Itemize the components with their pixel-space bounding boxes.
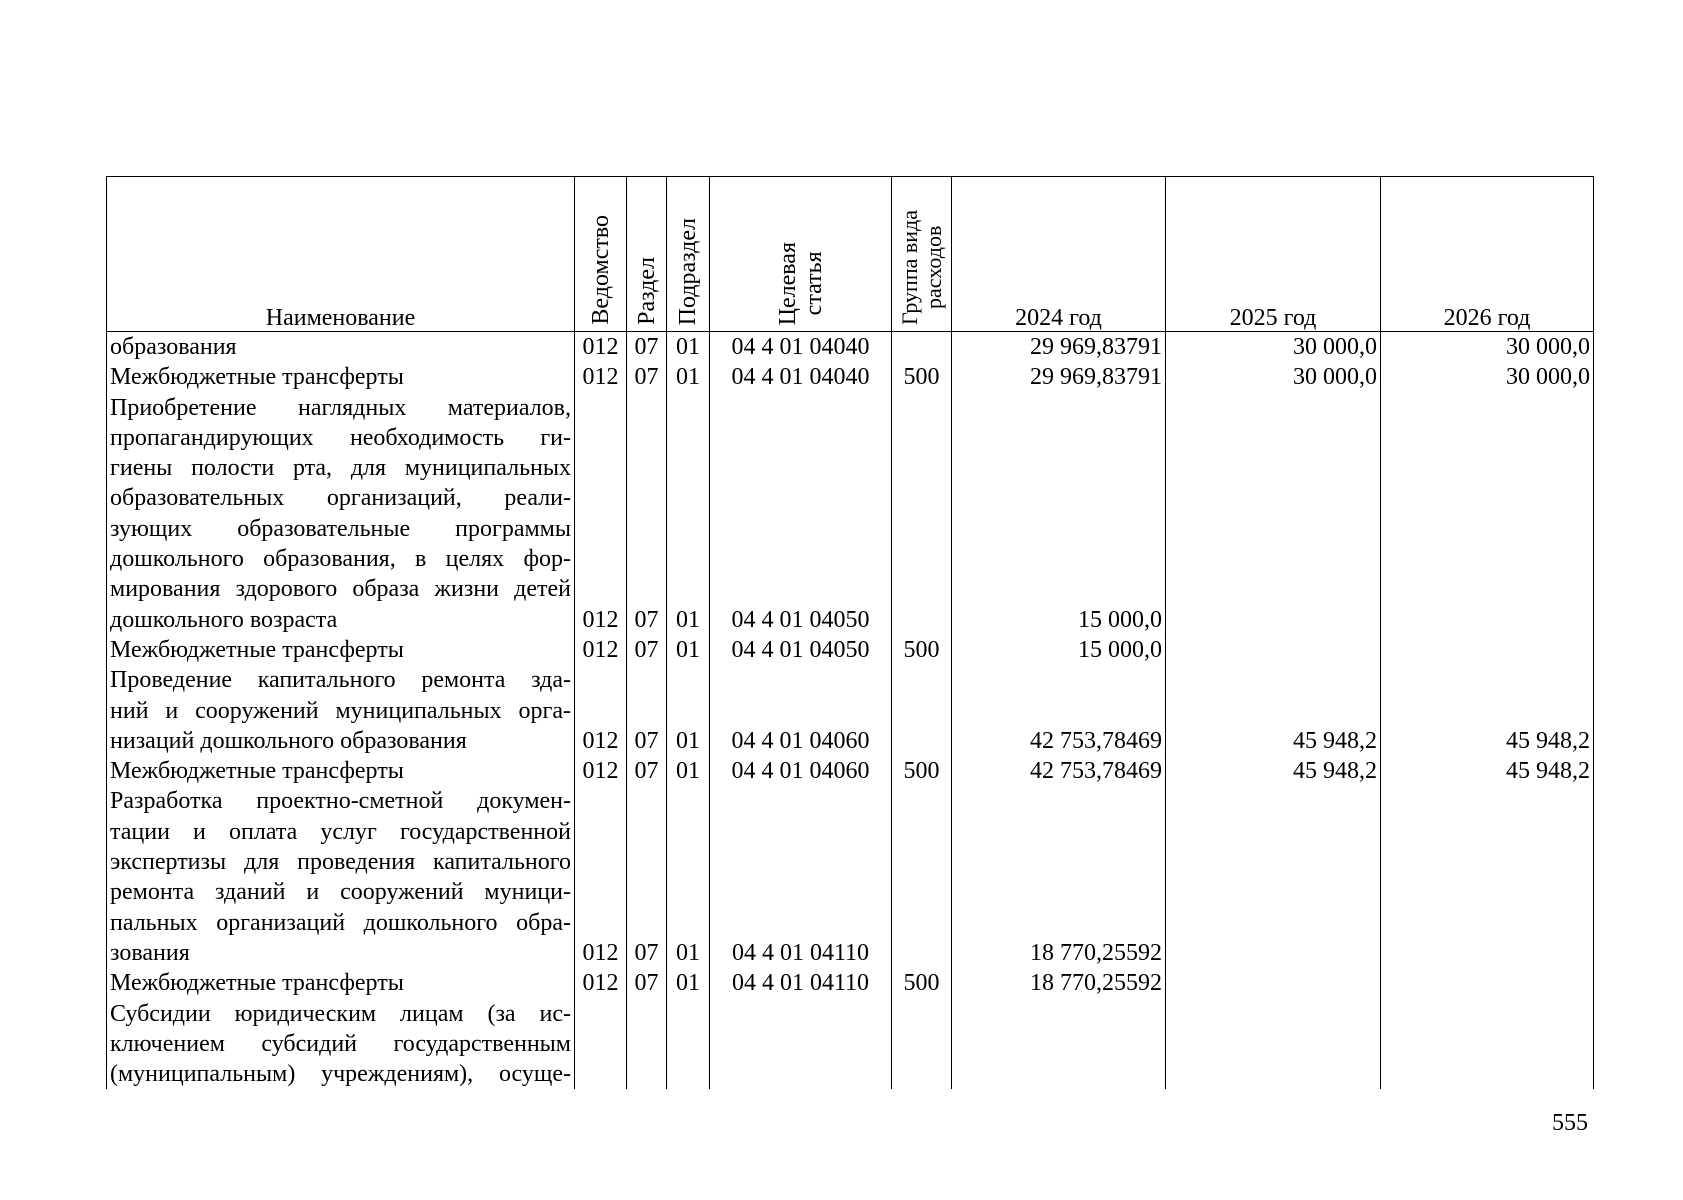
name-line: (муниципальным) учреждениям), осуще- <box>110 1061 571 1088</box>
cell-gruppa-vida-rashodov <box>892 393 952 635</box>
cell-celevaya-statya: 04 4 01 04050 <box>710 635 892 665</box>
cell-celevaya-statya: 04 4 01 04060 <box>710 756 892 786</box>
name-line: Проведение капитального ремонта зда- <box>110 667 571 694</box>
name-line: Межбюджетные трансферты <box>110 970 404 997</box>
cell-podrazdel: 01 <box>667 756 710 786</box>
cell-gruppa-vida-rashodov: 500 <box>892 968 952 998</box>
name-line: гиены полости рта, для муниципальных <box>110 455 571 482</box>
cell-podrazdel <box>667 999 710 1090</box>
cell-2024: 42 753,78469 <box>952 665 1166 756</box>
cell-podrazdel: 01 <box>667 362 710 392</box>
cell-gruppa-vida-rashodov <box>892 332 952 363</box>
cell-2024: 15 000,0 <box>952 393 1166 635</box>
cell-celevaya-statya: 04 4 01 04060 <box>710 665 892 756</box>
header-gruppa-vida-rashodov: Группа вида расходов <box>892 177 952 332</box>
cell-2024: 18 770,25592 <box>952 968 1166 998</box>
cell-razdel <box>627 999 667 1090</box>
page-number: 555 <box>1552 1110 1588 1136</box>
cell-celevaya-statya: 04 4 01 04040 <box>710 362 892 392</box>
cell-vedomstvo: 012 <box>575 968 627 998</box>
cell-2025 <box>1166 393 1381 635</box>
name-line: зования <box>110 939 190 966</box>
cell-2024 <box>952 999 1166 1090</box>
cell-vedomstvo: 012 <box>575 756 627 786</box>
cell-vedomstvo: 012 <box>575 665 627 756</box>
cell-2025 <box>1166 968 1381 998</box>
cell-celevaya-statya <box>710 999 892 1090</box>
cell-2025 <box>1166 635 1381 665</box>
cell-podrazdel: 01 <box>667 786 710 968</box>
cell-celevaya-statya: 04 4 01 04110 <box>710 786 892 968</box>
name-line: пропагандирующих необходимость ги- <box>110 424 571 451</box>
cell-name <box>107 362 575 392</box>
table-row <box>107 665 1594 756</box>
table-row <box>107 999 1594 1090</box>
table-row <box>107 635 1594 665</box>
table-row <box>107 786 1594 968</box>
cell-razdel: 07 <box>627 362 667 392</box>
header-celevaya-statya: Целевая статья <box>710 177 892 332</box>
table-row <box>107 362 1594 392</box>
cell-vedomstvo: 012 <box>575 362 627 392</box>
header-razdel: Раздел <box>627 177 667 332</box>
cell-name <box>107 393 575 635</box>
name-line: Межбюджетные трансферты <box>110 758 404 785</box>
cell-podrazdel: 01 <box>667 665 710 756</box>
cell-2025 <box>1166 786 1381 968</box>
cell-name <box>107 999 575 1090</box>
name-line: зующих образовательные программы <box>110 515 571 542</box>
cell-2025 <box>1166 999 1381 1090</box>
cell-2024: 29 969,83791 <box>952 362 1166 392</box>
cell-razdel: 07 <box>627 665 667 756</box>
cell-gruppa-vida-rashodov: 500 <box>892 362 952 392</box>
name-line: ключением субсидий государственным <box>110 1030 571 1057</box>
table-body <box>107 332 1594 1090</box>
name-line: мирования здорового образа жизни детей <box>110 576 571 603</box>
cell-2026: 30 000,0 <box>1381 362 1594 392</box>
cell-vedomstvo: 012 <box>575 332 627 363</box>
name-line: пальных организаций дошкольного обра- <box>110 909 571 936</box>
cell-2024: 29 969,83791 <box>952 332 1166 363</box>
header-2024: 2024 год <box>952 177 1166 332</box>
name-line: ний и сооружений муниципальных орга- <box>110 697 571 724</box>
cell-name <box>107 665 575 756</box>
header-2025: 2025 год <box>1166 177 1381 332</box>
table-row <box>107 968 1594 998</box>
cell-2025: 45 948,2 <box>1166 756 1381 786</box>
cell-2026 <box>1381 786 1594 968</box>
cell-2025: 45 948,2 <box>1166 665 1381 756</box>
cell-razdel: 07 <box>627 756 667 786</box>
cell-name <box>107 332 575 363</box>
cell-2024: 18 770,25592 <box>952 786 1166 968</box>
cell-podrazdel: 01 <box>667 968 710 998</box>
cell-name <box>107 786 575 968</box>
name-line: Приобретение наглядных материалов, <box>110 394 571 421</box>
cell-2025: 30 000,0 <box>1166 362 1381 392</box>
cell-razdel: 07 <box>627 786 667 968</box>
cell-name <box>107 635 575 665</box>
name-line: Разработка проектно-сметной докумен- <box>110 788 571 815</box>
name-line: образования <box>110 334 237 360</box>
name-line: Межбюджетные трансферты <box>110 364 404 391</box>
table-row <box>107 393 1594 635</box>
cell-2025: 30 000,0 <box>1166 332 1381 363</box>
cell-celevaya-statya: 04 4 01 04040 <box>710 332 892 363</box>
cell-gruppa-vida-rashodov <box>892 665 952 756</box>
cell-2026 <box>1381 968 1594 998</box>
cell-name <box>107 968 575 998</box>
table-row <box>107 756 1594 786</box>
cell-vedomstvo: 012 <box>575 635 627 665</box>
cell-name <box>107 756 575 786</box>
name-line: ремонта зданий и сооружений муници- <box>110 879 571 906</box>
cell-2026: 45 948,2 <box>1381 756 1594 786</box>
name-line: экспертизы для проведения капитального <box>110 849 571 876</box>
cell-2024: 42 753,78469 <box>952 756 1166 786</box>
header-vedomstvo: Ведомство <box>575 177 627 332</box>
cell-gruppa-vida-rashodov <box>892 999 952 1090</box>
cell-podrazdel: 01 <box>667 393 710 635</box>
budget-table <box>106 176 1594 1089</box>
cell-vedomstvo <box>575 999 627 1090</box>
cell-razdel: 07 <box>627 393 667 635</box>
cell-celevaya-statya: 04 4 01 04110 <box>710 968 892 998</box>
name-line: Субсидии юридическим лицам (за ис- <box>110 1000 571 1027</box>
cell-razdel: 07 <box>627 332 667 363</box>
cell-vedomstvo: 012 <box>575 393 627 635</box>
table-header-row <box>107 177 1594 332</box>
cell-2026: 30 000,0 <box>1381 332 1594 363</box>
cell-gruppa-vida-rashodov: 500 <box>892 635 952 665</box>
name-line: дошкольного возраста <box>110 606 338 633</box>
name-line: дошкольного образования, в целях фор- <box>110 546 571 573</box>
name-line: образовательных организаций, реали- <box>110 485 571 512</box>
header-2026: 2026 год <box>1381 177 1594 332</box>
cell-razdel: 07 <box>627 968 667 998</box>
cell-celevaya-statya: 04 4 01 04050 <box>710 393 892 635</box>
table-row <box>107 332 1594 363</box>
name-line: Межбюджетные трансферты <box>110 636 404 663</box>
name-line: тации и оплата услуг государственной <box>110 818 571 845</box>
cell-gruppa-vida-rashodov <box>892 786 952 968</box>
cell-2026 <box>1381 999 1594 1090</box>
cell-2026 <box>1381 635 1594 665</box>
header-podrazdel: Подраздел <box>667 177 710 332</box>
name-line: низаций дошкольного образования <box>110 727 467 754</box>
cell-2024: 15 000,0 <box>952 635 1166 665</box>
cell-razdel: 07 <box>627 635 667 665</box>
header-name: Наименование <box>107 177 575 332</box>
cell-2026: 45 948,2 <box>1381 665 1594 756</box>
cell-gruppa-vida-rashodov: 500 <box>892 756 952 786</box>
cell-2026 <box>1381 393 1594 635</box>
cell-podrazdel: 01 <box>667 635 710 665</box>
cell-podrazdel: 01 <box>667 332 710 363</box>
cell-vedomstvo: 012 <box>575 786 627 968</box>
